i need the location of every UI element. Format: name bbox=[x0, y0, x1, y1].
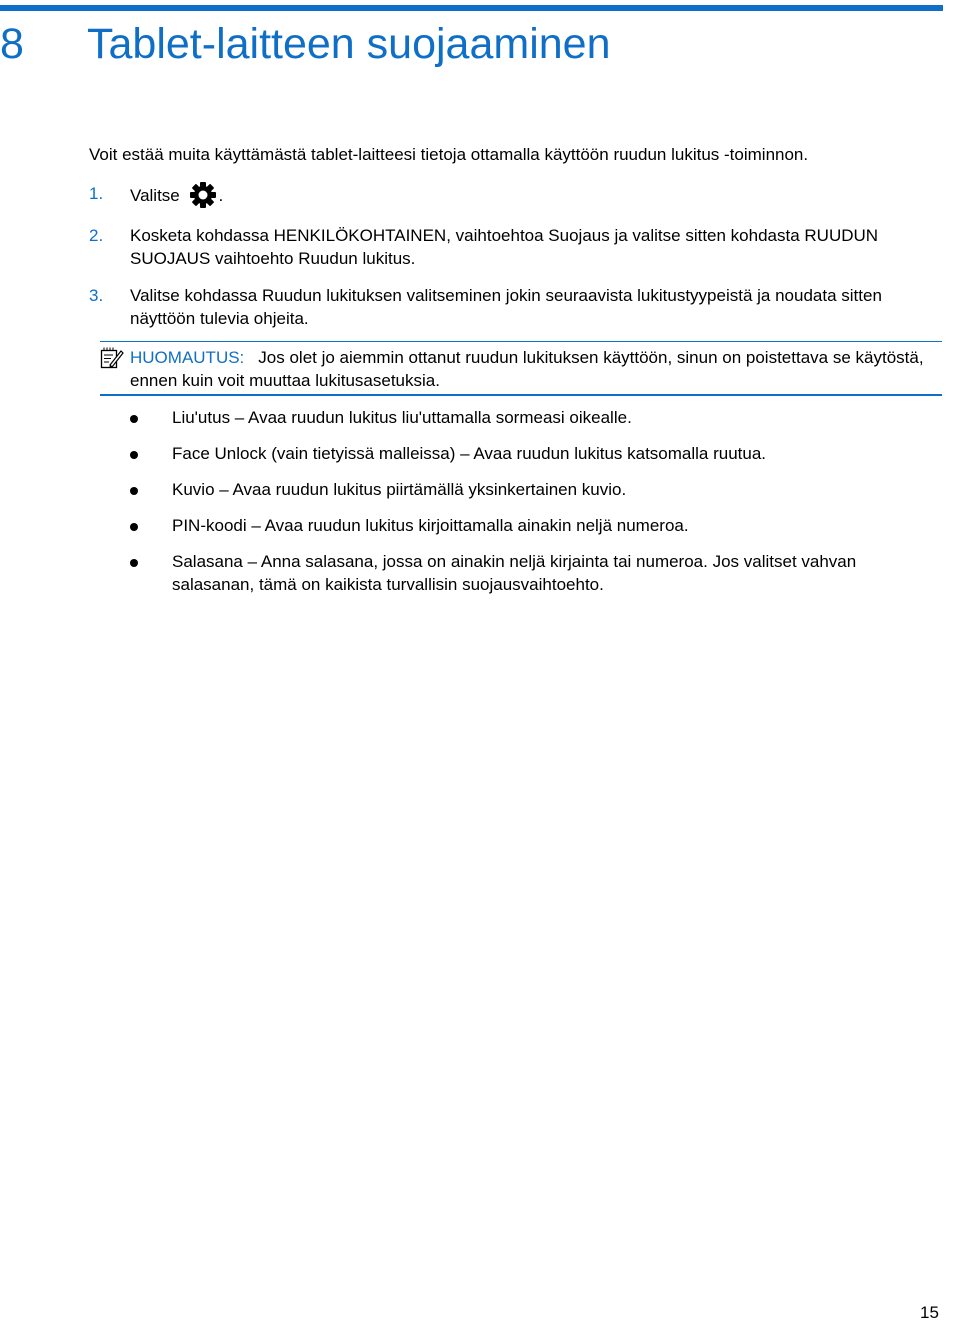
step-text-part: . bbox=[218, 186, 224, 205]
chapter-title: Tablet-laitteen suojaaminen bbox=[87, 20, 611, 68]
ui-term: HENKILÖKOHTAINEN bbox=[273, 226, 447, 245]
note-text bbox=[130, 346, 942, 392]
note-box bbox=[100, 341, 942, 396]
gear-icon bbox=[188, 182, 218, 208]
step-text-part: jokin seuraavista lukitustyypeistä ja noudata sitten näyttöön tulevia ohjeita. bbox=[130, 286, 882, 328]
bullet-dot bbox=[130, 415, 138, 423]
note-pencil-icon bbox=[100, 346, 124, 370]
lock-type-term: Kuvio bbox=[172, 480, 215, 499]
chapter-heading bbox=[0, 18, 900, 70]
step-text-part: vaihtoehto bbox=[210, 249, 299, 268]
step-text-part: Valitse kohdassa bbox=[130, 286, 262, 305]
step-text bbox=[130, 284, 940, 330]
bullet-dot bbox=[130, 559, 138, 567]
page-number: 15 bbox=[920, 1303, 939, 1322]
lock-type-term: Liu'utus bbox=[172, 408, 231, 427]
step-text-part: , vaihtoehtoa bbox=[446, 226, 549, 245]
lock-type-description: – Anna salasana, jossa on ainakin neljä kirjainta tai numeroa. Jos valitset vahvan salasanan, tämä on kaikista turvallisin suojausvaihtoehto. bbox=[172, 552, 857, 594]
step-2 bbox=[89, 224, 940, 270]
lock-type-description: – Avaa ruudun lukitus liu'uttamalla sormeasi oikealle. bbox=[230, 408, 632, 427]
list-item bbox=[130, 406, 940, 429]
bullet-dot bbox=[130, 487, 138, 495]
top-rule bbox=[0, 5, 943, 11]
step-text-part: . bbox=[410, 249, 416, 268]
ui-term: RUUDUN SUOJAUS bbox=[130, 226, 879, 268]
lock-type-description: – Avaa ruudun lukitus piirtämällä yksinkertainen kuvio. bbox=[214, 480, 627, 499]
step-number: 3. bbox=[89, 286, 104, 305]
lock-type-description: – Avaa ruudun lukitus katsomalla ruutua. bbox=[455, 444, 767, 463]
list-item bbox=[130, 478, 940, 501]
step-text-part: Valitse bbox=[130, 186, 180, 205]
list-item bbox=[130, 550, 940, 596]
note-label: HUOMAUTUS: bbox=[130, 348, 245, 367]
ui-term: Ruudun lukitus bbox=[298, 249, 411, 268]
list-item bbox=[130, 442, 940, 465]
step-1 bbox=[89, 182, 940, 208]
ui-term: Ruudun lukituksen valitseminen bbox=[261, 286, 502, 305]
chapter-number: 8 bbox=[0, 20, 24, 68]
ui-term: Suojaus bbox=[548, 226, 610, 245]
bullet-dot bbox=[130, 523, 138, 531]
lock-type-description: – Avaa ruudun lukitus kirjoittamalla ainakin neljä numeroa. bbox=[246, 516, 689, 535]
step-text bbox=[130, 182, 940, 208]
step-text-part: Kosketa kohdassa bbox=[130, 226, 274, 245]
step-text-part: ja valitse sitten kohdasta bbox=[609, 226, 805, 245]
intro-paragraph: Voit estää muita käyttämästä tablet-laitteesi tietoja ottamalla käyttöön ruudun lukitus -toiminnon. bbox=[89, 145, 809, 164]
step-number: 2. bbox=[89, 226, 104, 245]
step-3 bbox=[89, 284, 940, 330]
lock-type-term: PIN-koodi bbox=[172, 516, 247, 535]
step-text bbox=[130, 224, 940, 270]
note-body: Jos olet jo aiemmin ottanut ruudun lukituksen käyttöön, sinun on poistettava se käytöstä, ennen kuin voit muuttaa lukitusasetuksia. bbox=[130, 348, 924, 390]
step-number: 1. bbox=[89, 184, 104, 203]
lock-type-term: Face Unlock (vain tietyissä malleissa) bbox=[172, 444, 456, 463]
bullet-dot bbox=[130, 451, 138, 459]
list-item bbox=[130, 514, 940, 537]
lock-type-term: Salasana bbox=[172, 552, 243, 571]
